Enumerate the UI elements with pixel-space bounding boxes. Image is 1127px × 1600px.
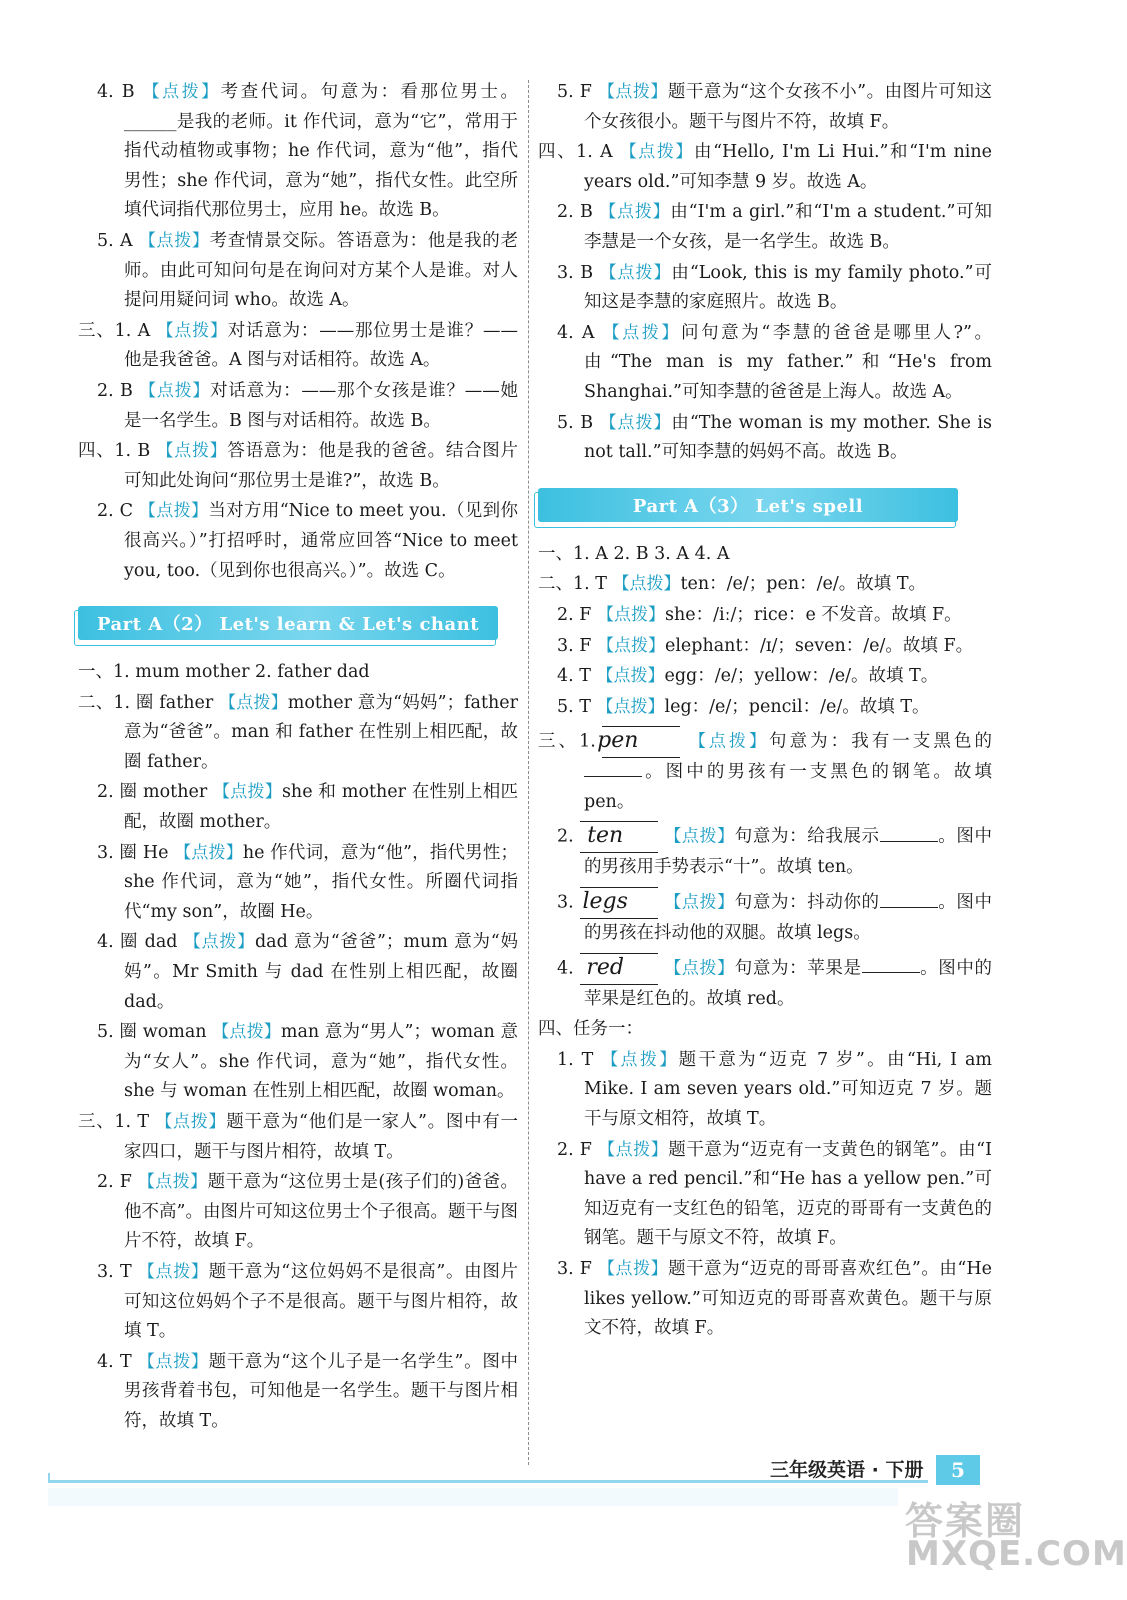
handwritten-answer: red: [580, 953, 658, 985]
section-banner-title: Part A（2） Let's learn & Let's chant: [96, 614, 480, 636]
answer-item: 2. ten 【点拨】句意为：给我展示 。图中的男孩用手势表示“十”。故填 ten。: [557, 823, 993, 878]
answer-item: 3. F 【点拨】elephant：/ɪ/；seven：/e/。故填 F。: [557, 635, 974, 656]
answer-item: 3. B 【点拨】由“Look, this is my family photo.”可知这是李慧的家庭照片。故选 B。: [557, 262, 992, 313]
answer-item: 2. F 【点拨】题干意为“迈克有一支黄色的钢笔”。由“I have a red pencil.”和“He has a yellow pen.”可知迈克有一支红色的铅笔，迈克的哥哥有一支黄色的钢笔。题干与原文不符，故填 F。: [557, 1139, 992, 1249]
answer-item: 5. B 【点拨】由“The woman is my mother. She is not tall.”可知李慧的妈妈不高。故选 B。: [557, 412, 993, 463]
answer-item: 三、1.pen 【点拨】句意为：我有一支黑色的。图中的男孩有一支黑色的钢笔。故填 pen。: [538, 728, 992, 812]
watermark-url: MXQE.COM: [906, 1534, 1127, 1574]
handwritten-answer: legs: [580, 887, 658, 919]
answer-item: 3. T 【点拨】题干意为“这位妈妈不是很高”。由图片可知这位妈妈个子不是很高。题干与图片相符，故填 T。: [97, 1261, 518, 1342]
section-banner: [78, 606, 498, 640]
answer-item: 4. 圈 dad 【点拨】dad 意为“爸爸”；mum 意为“妈妈”。Mr Smith 与 dad 在性别上相匹配，故圈 dad。: [97, 932, 519, 1012]
answer-item: 2. 圈 mother 【点拨】she 和 mother 在性别上相匹配，故圈 mother。: [97, 782, 519, 833]
answer-item: 4. T 【点拨】egg：/e/；yellow：/e/。故填 T。: [557, 666, 939, 687]
section-banner-title: Part A（3） Let's spell: [632, 495, 864, 517]
answer-item: 一、1. A 2. B 3. A 4. A: [538, 543, 730, 564]
answer-item: 5. F 【点拨】题干意为“这个女孩不小”。由图片可知这个女孩很小。题干与图片不符，故填 F。: [557, 82, 992, 132]
answer-item: 5. A 【点拨】考查情景交际。答语意为：他是我的老师。由此可知问句是在询问对方某个人是谁。对人提问用疑问词 who。故选 A。: [97, 230, 518, 311]
answer-item: 2. C 【点拨】当对方用“Nice to meet you.（见到你很高兴。）”打招呼时，通常应回答“Nice to meet you, too.（见到你也很高兴。）”。故选 C。: [97, 501, 518, 581]
right-column: [538, 78, 992, 1345]
left-column: [78, 78, 518, 1438]
answer-item: 2. B 【点拨】对话意为：——那个女孩是谁？——她是一名学生。B 图与对话相符。故选 B。: [97, 380, 519, 431]
answer-item: 三、1. T 【点拨】题干意为“他们是一家人”。图中有一家四口，题干与图片相符，故填 T。: [78, 1112, 518, 1162]
blank-line: [880, 891, 938, 908]
answer-item: 2. B 【点拨】由“I'm a girl.”和“I'm a student.”可知李慧是一个女孩，是一名学生。故选 B。: [557, 202, 993, 252]
answer-item: 二、1. 圈 father 【点拨】mother 意为“妈妈”；father 意为“爸爸”。man 和 father 在性别上相匹配，故圈 father。: [78, 692, 518, 772]
blank-line: [862, 956, 920, 973]
handwritten-answer: pen: [602, 726, 680, 758]
watermark-logo: 答案圈: [905, 1499, 1026, 1543]
handwritten-answer: ten: [580, 821, 658, 853]
answer-item: 2. F 【点拨】she：/iː/；rice：e 不发音。故填 F。: [557, 604, 962, 625]
answer-item: 3. 圈 He 【点拨】he 作代词，意为“他”，指代男性；she 作代词，意为“她”，指代女性。所圈代词指代“my son”，故圈 He。: [97, 842, 518, 922]
answer-item: 一、1. mum mother 2. father dad: [78, 662, 370, 683]
answer-item: 4. red 【点拨】句意为：苹果是 。图中的苹果是红色的。故填 red。: [557, 954, 993, 1009]
answer-item: 3. F 【点拨】题干意为“迈克的哥哥喜欢红色”。由“He likes yellow.”可知迈克的哥哥喜欢黄色。题干与原文不符，故填 F。: [557, 1259, 992, 1339]
answer-item: 四、1. B 【点拨】答语意为：他是我的爸爸。结合图片可知此处询问“那位男士是谁?”，故选 B。: [78, 441, 519, 491]
answer-item: 三、1. A 【点拨】对话意为：——那位男士是谁？——他是我爸爸。A 图与对话相符。故选 A。: [78, 320, 518, 371]
section-banner: [538, 488, 958, 522]
page-number: 5: [936, 1455, 980, 1485]
answer-item: 4. A 【点拨】问句意为“李慧的爸爸是哪里人?”。由“The man is my father.”和“He's from Shanghai.”可知李慧的爸爸是上海人。故选 A。: [557, 322, 993, 402]
footer-band: [48, 1488, 898, 1506]
answer-item: 4. B 【点拨】考查代词。句意为：看那位男士。______是我的老师。it 作代词，意为“它”，常用于指代动植物或事物；he 作代词，意为“他”，指代男性；she 作代词，意为“她”，指代女性。此空所填代词指代那位男士，应用 he。故选 B。: [97, 82, 519, 221]
book-title: 三年级英语 · 下册: [770, 1459, 924, 1481]
blank-line: [880, 825, 938, 842]
task-heading: 四、任务一：: [538, 1019, 643, 1040]
answer-item: 2. F 【点拨】题干意为“这位男士是(孩子们的)爸爸。他不高”。由图片可知这位男士个子很高。题干与图片不符，故填 F。: [97, 1172, 519, 1252]
column-divider: [528, 80, 529, 1465]
blank-line: [584, 760, 642, 777]
answer-item: 5. 圈 woman 【点拨】man 意为“男人”；woman 意为“女人”。she 作代词，意为“她”，指代女性。she 与 woman 在性别上相匹配，故圈 woman。: [97, 1022, 518, 1102]
answer-item: 二、1. T 【点拨】ten：/e/；pen：/e/。故填 T。: [538, 574, 927, 595]
answer-item: 1. T 【点拨】题干意为“迈克 7 岁”。由“Hi, I am Mike. I am seven years old.”可知迈克 7 岁。题干与原文相符，故填 T。: [557, 1049, 993, 1130]
answer-item: 4. T 【点拨】题干意为“这个儿子是一名学生”。图中男孩背着书包，可知他是一名学生。题干与图片相符，故填 T。: [97, 1351, 518, 1431]
answer-item: 5. T 【点拨】leg：/e/；pencil：/e/。故填 T。: [557, 696, 930, 717]
answer-item: 3. legs 【点拨】句意为：抖动你的 。图中的男孩在抖动他的双腿。故填 legs。: [557, 889, 993, 944]
answer-item: 四、1. A 【点拨】由“Hello, I'm Li Hui.”和“I'm nine years old.”可知李慧 9 岁。故选 A。: [538, 142, 993, 192]
